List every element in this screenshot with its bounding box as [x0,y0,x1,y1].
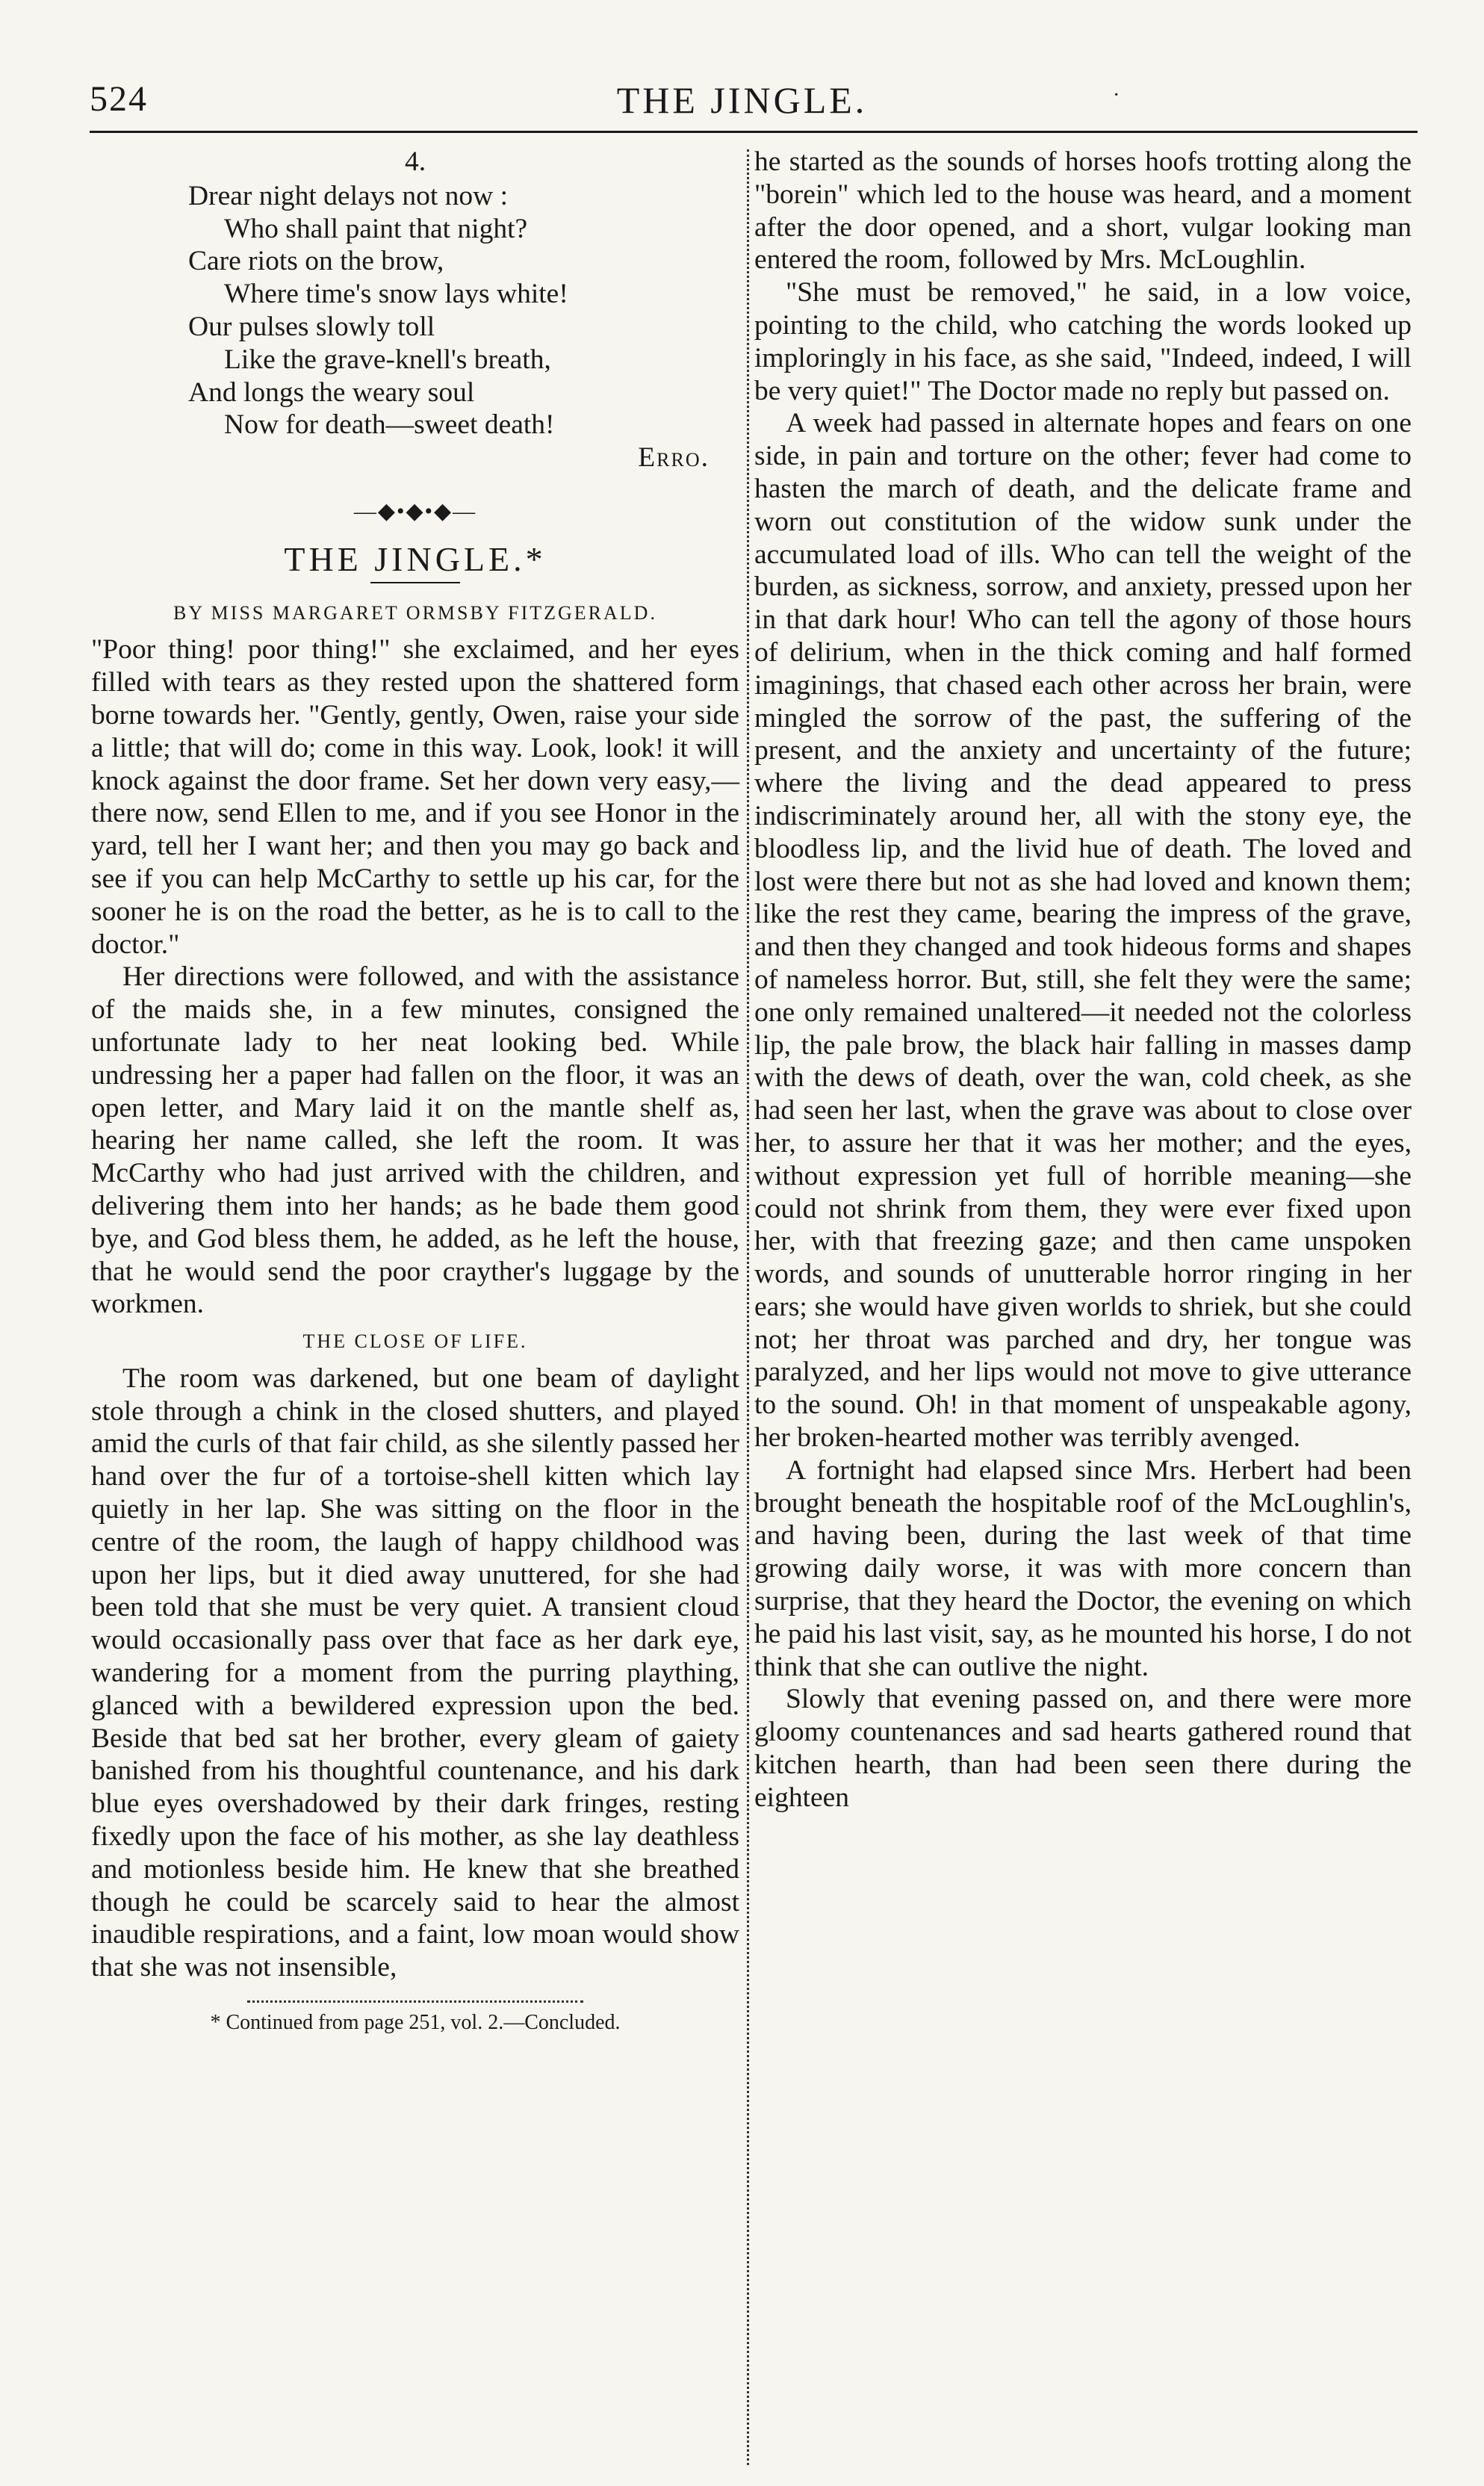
left-column [91,146,739,2036]
footnote-rule [247,2000,583,2003]
paragraph: he started as the sounds of horses hoofs trotting along the "borein" which led to the house was heard, and a moment after the door opened, and a short, vulgar looking man entered the room, followed by Mrs. McLoughlin. [754,146,1412,276]
title-rule [370,582,460,583]
paragraph: A week had passed in alternate hopes and fears on one side, in pain and torture on the other; fever had come to hasten the march of death, and the delicate frame and worn out constitution of the widow sunk under the accumulated load of ills. Who can tell the weight of the burden, as sickness, sorrow, and anxiety, pressed upon her in that dark hour! Who can tell the agony of those hours of delirium, when in the thick coming and half formed imaginings, that chased each other across her brain, were mingled the sorrow of the past, the suffering of the present, and the anxiety and uncertainty of the future; where the living and the dead appeared to press indiscriminately around her, all with the stony eye, the bloodless lip, and the livid hue of death. The loved and lost were there but not as she had loved and known them; like the rest they came, bearing the impress of the grave, and then they changed and took hideous forms and shapes of nameless horror. But, still, she felt they were the same; one only remained unaltered—it needed not the colorless lip, the pale brow, the black hair falling in masses damp with the dews of death, over the wan, cold cheek, as she had seen her last, when the grave was about to close over her, to assure her that it was her mother; and the eyes, without expression yet full of horrible meaning—she could not shrink from them, they were ever fixed upon her, with that freezing gaze; and then came unspoken words, and sounds of unutterable horror ringing in her ears; she would have given worlds to shriek, but she could not; her throat was parched and dry, her tongue was paralyzed, and her lips would not move to give utterance to the sound. Oh! in that moment of unspeakable agony, her broken-hearted mother was terribly avenged. [754,408,1412,1454]
poem-line: Now for death—sweet death! [224,409,555,441]
story-title: THE JINGLE.* [284,539,547,578]
poem-line: Care riots on the brow, [188,246,444,277]
byline: BY MISS MARGARET ORMSBY FITZGERALD. [173,601,657,624]
section-title: THE CLOSE OF LIFE. [302,1330,528,1353]
paragraph: "She must be removed," he said, in a low voice, pointing to the child, who catching the words looked up imploringly in his face, as she said, "Indeed, indeed, I will be very quiet!" The Doctor made no reply but passed on. [754,277,1412,406]
page-header [0,0,1484,121]
poem-line: Who shall paint that night? [224,213,528,244]
poem-line: Drear night delays not now : [188,180,509,211]
paragraph: The room was darkened, but one beam of daylight stole through a chink in the closed shutters, and played amid the curls of that fair child, as she silently passed her hand over the fur of a tortoise-shell kitten which lay quietly in her lap. She was sitting on the floor in the centre of the room, the laugh of happy childhood was upon her lips, but it died away unuttered, for she had been told that she must be very quiet. A transient cloud would occasionally pass over that face as her dark eye, wandering for a moment from the purring plaything, glanced with a bewildered expression upon the bed. Beside that bed sat her brother, every gleam of gaiety banished from his thoughtful countenance, and his dark blue eyes overshadowed by their dark fringes, resting fixedly upon the face of his mother, as she lay deathless and motionless beside him. He knew that she breathed though he could be scarcely said to hear the almost inaudible respirations, and a faint, low moan would show that she was not insensible, [91,1363,739,1983]
header-rule [90,131,1418,133]
page-number: 524 [90,79,148,119]
poem-line: Like the grave-knell's breath, [224,344,551,375]
poem-line: Our pulses slowly toll [188,311,435,342]
poem-line: Where time's snow lays white! [224,279,568,310]
paragraph: "Poor thing! poor thing!" she exclaimed, and her eyes filled with tears as they rested upon the shattered form borne towards her. "Gently, gently, Owen, raise your side a little; that will do; come in this way. Look, look! it will knock against the door frame. Set her down very easy,—there now, send Ellen to me, and if you see Honor in the yard, tell her I want her; and then you may go back and see if you can help McCarthy to settle up his car, for the sooner he is on the road the better, as he is to call to the doctor." [91,634,739,960]
column-divider [747,149,749,2465]
stanza-number: 4. [404,146,426,177]
ornament-divider: —◆•◆•◆— [353,498,477,524]
poem-signature: Erro. [638,442,710,474]
running-title: THE JINGLE. [616,79,868,121]
poem-line: And longs the weary soul [188,376,475,408]
header-mark: · [1113,84,1120,107]
footnote: * Continued from page 251, vol. 2.—Concluded. [210,2011,621,2035]
paragraph: Her directions were followed, and with the assistance of the maids she, in a few minutes, consigned the unfortunate lady to her neat looking bed. While undressing her a paper had fallen on the floor, it was an open letter, and Mary laid it on the mantle shelf as, hearing her name called, she left the room. It was McCarthy who had just arrived with the children, and delivering them into her hands; as he bade them good bye, and God bless them, he added, as he left the house, that he would send the poor crayther's luggage by the workmen. [91,961,739,1320]
right-column [754,146,1412,1814]
paragraph: A fortnight had elapsed since Mrs. Herbert had been brought beneath the hospitable roof of the McLoughlin's, and having been, during the last week of that time growing daily worse, it was with more concern than surprise, that they heard the Doctor, the evening on which he paid his last visit, say, as he mounted his horse, I do not think that she can outlive the night. [754,1454,1412,1682]
poem [188,180,739,441]
paragraph: Slowly that evening passed on, and there were more gloomy countenances and sad hearts gathered round that kitchen hearth, than had been seen there during the eighteen [754,1684,1412,1813]
